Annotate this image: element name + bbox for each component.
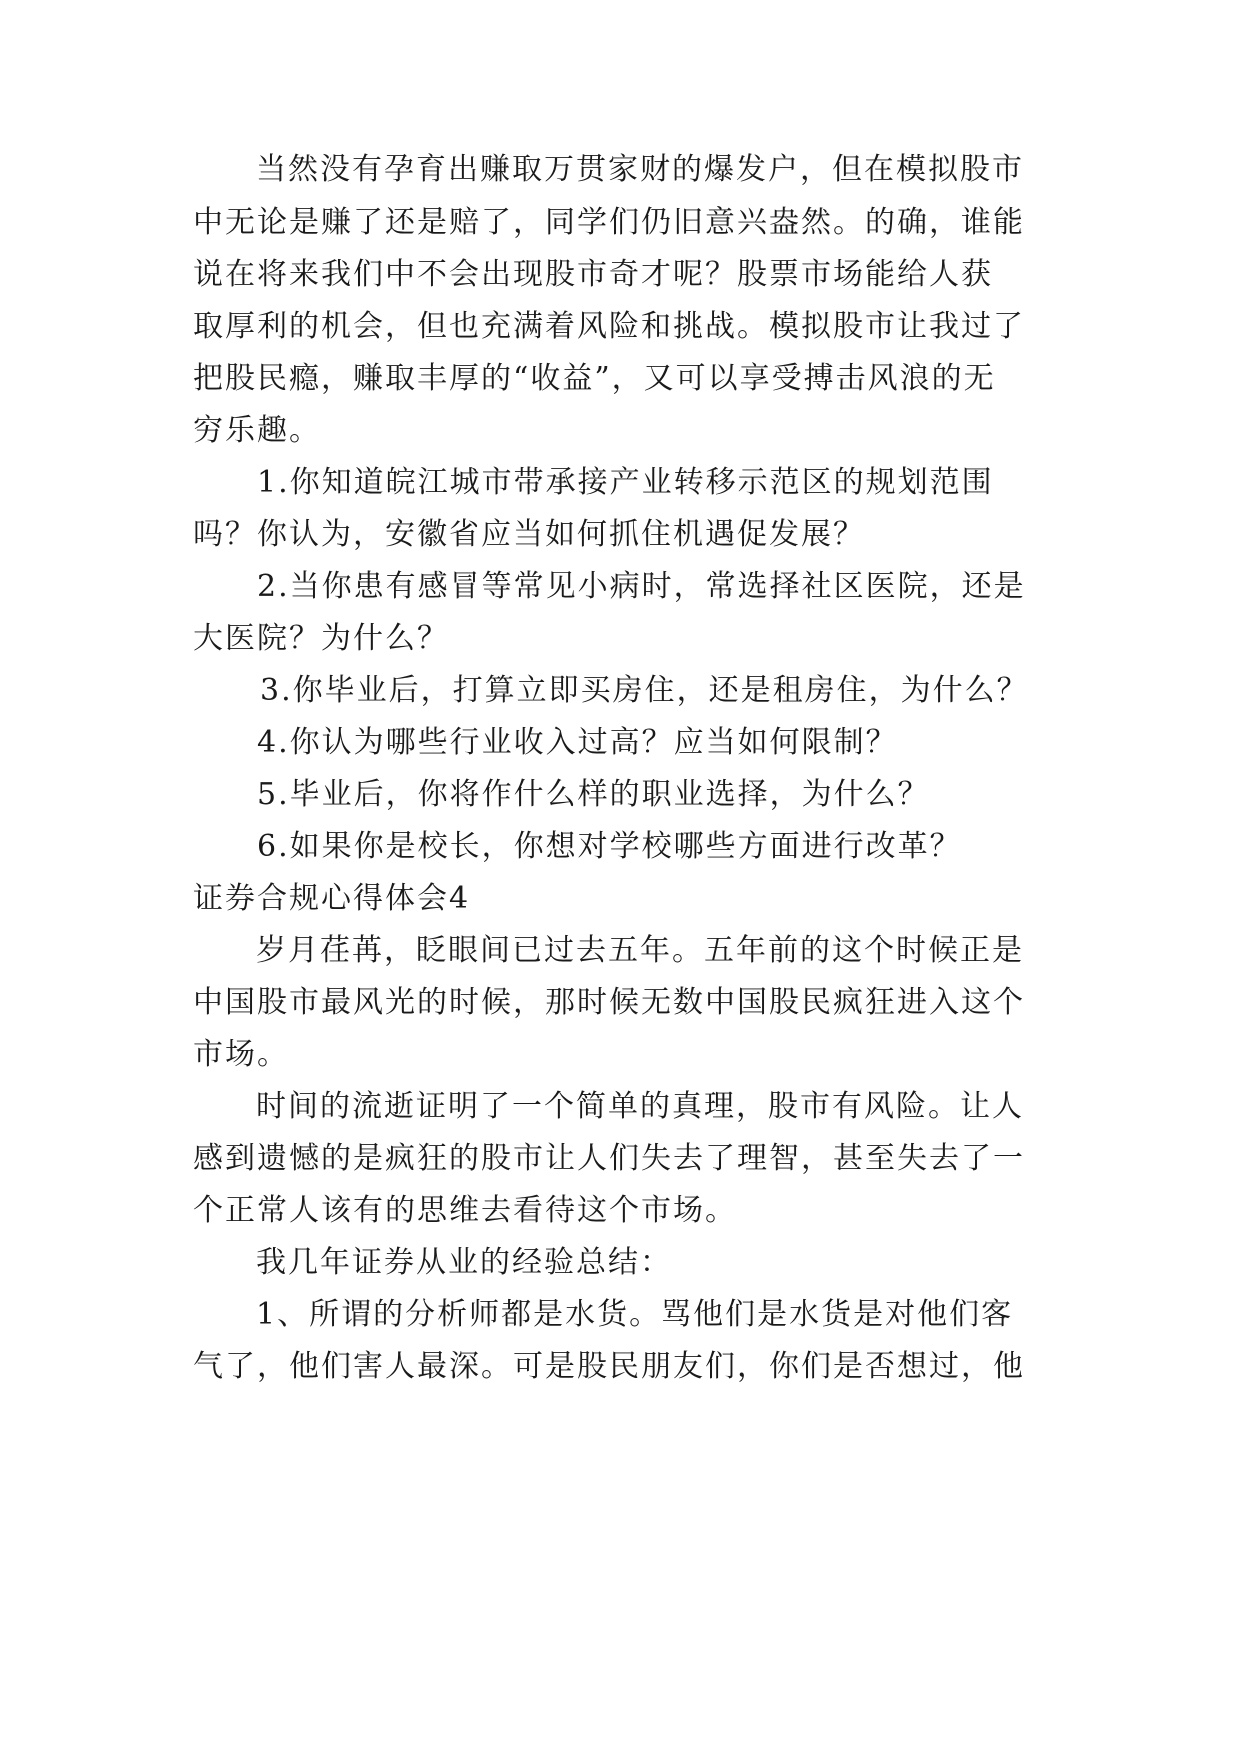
numbered-question: 4.你认为哪些行业收入过高？应当如何限制？ — [257, 725, 898, 760]
text-line: 气了，他们害人最深。可是股民朋友们，你们是否想过，他 — [193, 1349, 1025, 1384]
text-line: 取厚利的机会，但也充满着风险和挑战。模拟股市让我过了 — [193, 309, 1025, 344]
text-line: 穷乐趣。 — [193, 413, 321, 448]
text-line: 中国股市最风光的时候，那时候无数中国股民疯狂进入这个 — [193, 985, 1025, 1020]
text-line: 岁月荏苒，眨眼间已过去五年。五年前的这个时候正是 — [256, 933, 1024, 968]
text-line: 中无论是赚了还是赔了，同学们仍旧意兴盎然。的确，谁能 — [193, 205, 1025, 240]
text-line: 市场。 — [193, 1037, 289, 1072]
text-line: 个正常人该有的思维去看待这个市场。 — [193, 1193, 737, 1228]
numbered-question: 6.如果你是校长，你想对学校哪些方面进行改革？ — [257, 829, 962, 864]
text-line: 我几年证券从业的经验总结： — [256, 1245, 672, 1280]
text-line: 吗？你认为，安徽省应当如何抓住机遇促发展？ — [193, 517, 865, 552]
text-line: 时间的流逝证明了一个简单的真理，股市有风险。让人 — [256, 1089, 1024, 1124]
text-line: 当然没有孕育出赚取万贯家财的爆发户，但在模拟股市 — [256, 152, 1024, 187]
numbered-question: 3.你毕业后，打算立即买房住，还是租房住，为什么？ — [260, 673, 1029, 708]
text-line: 说在将来我们中不会出现股市奇才呢？股票市场能给人获 — [193, 257, 993, 292]
numbered-question: 1.你知道皖江城市带承接产业转移示范区的规划范围 — [257, 465, 994, 500]
text-line: 大医院？为什么？ — [193, 621, 449, 656]
numbered-question: 2.当你患有感冒等常见小病时，常选择社区医院，还是 — [257, 569, 1026, 604]
numbered-question: 5.毕业后，你将作什么样的职业选择，为什么？ — [257, 777, 930, 812]
text-line: 把股民瘾，赚取丰厚的“收益”，又可以享受搏击风浪的无 — [193, 361, 996, 396]
section-heading: 证券合规心得体会4 — [193, 881, 471, 916]
text-line: 感到遗憾的是疯狂的股市让人们失去了理智，甚至失去了一 — [193, 1141, 1025, 1176]
text-line: 1、所谓的分析师都是水货。骂他们是水货是对他们客 — [256, 1297, 1014, 1332]
